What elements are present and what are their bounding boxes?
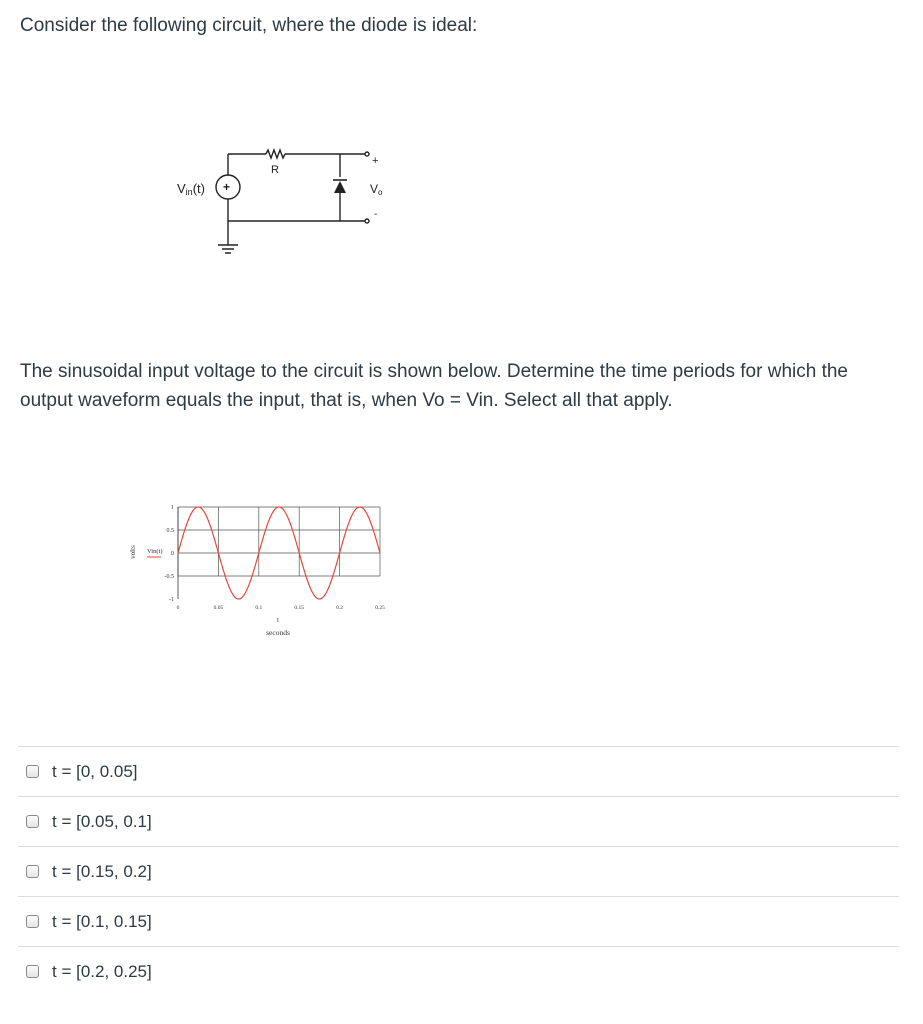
answer-option[interactable] bbox=[18, 896, 899, 946]
output-terminal-bottom bbox=[365, 219, 369, 223]
answer-checkbox[interactable] bbox=[26, 915, 39, 928]
output-terminal-top bbox=[365, 152, 369, 156]
x-tick-label: 0.1 bbox=[255, 605, 263, 611]
answer-label: t = [0.2, 0.25] bbox=[52, 961, 152, 981]
answer-option[interactable] bbox=[18, 746, 899, 796]
ground-symbol bbox=[218, 245, 238, 253]
x-tick-label: 0.2 bbox=[336, 605, 344, 611]
answer-label: t = [0.1, 0.15] bbox=[52, 911, 152, 931]
answer-label: t = [0, 0.05] bbox=[52, 761, 138, 781]
question-prompt: The sinusoidal input voltage to the circuit is shown below. Determine the time periods for which the output waveform equals the input, that is, when Vo = Vin. Select all that apply. bbox=[20, 361, 848, 411]
resistor-label: R bbox=[271, 164, 279, 176]
y-axis-label: volts bbox=[129, 545, 137, 559]
output-label: Vo bbox=[370, 182, 383, 197]
answer-option[interactable] bbox=[18, 846, 899, 896]
answer-checkbox[interactable] bbox=[26, 965, 39, 978]
answer-label: t = [0.05, 0.1] bbox=[52, 811, 152, 831]
answer-list bbox=[18, 746, 899, 996]
circuit-diagram bbox=[160, 135, 400, 265]
resistor bbox=[266, 150, 285, 158]
answer-checkbox[interactable] bbox=[26, 765, 39, 778]
x-axis-label: seconds bbox=[266, 628, 290, 637]
input-waveform-chart bbox=[125, 495, 395, 645]
answer-checkbox[interactable] bbox=[26, 815, 39, 828]
x-tick-label: 0.25 bbox=[375, 605, 385, 611]
answer-label: t = [0.15, 0.2] bbox=[52, 861, 152, 881]
y-tick-label: 0.5 bbox=[166, 528, 174, 534]
answer-checkbox[interactable] bbox=[26, 865, 39, 878]
x-tick-label: 0.15 bbox=[294, 605, 305, 611]
source-label: Vin(t) bbox=[177, 181, 205, 197]
x-axis-variable: t bbox=[277, 616, 279, 624]
x-tick-label: 0.05 bbox=[213, 605, 224, 611]
source-plus-sign: + bbox=[223, 180, 231, 194]
x-tick-label: 0 bbox=[176, 605, 180, 611]
output-plus-label: + bbox=[372, 155, 379, 167]
y-tick-label: 0 bbox=[171, 551, 174, 557]
answer-option[interactable] bbox=[18, 796, 899, 846]
answer-option[interactable] bbox=[18, 946, 899, 996]
output-minus-label: - bbox=[374, 209, 378, 220]
y-tick-label: -1 bbox=[169, 597, 174, 603]
y-tick-label: 1 bbox=[171, 505, 174, 511]
y-tick-label: -0.5 bbox=[164, 574, 174, 580]
question-intro: Consider the following circuit, where the diode is ideal: bbox=[20, 15, 478, 36]
diode-icon bbox=[334, 181, 346, 193]
legend-label: Vin(t) bbox=[147, 548, 163, 555]
